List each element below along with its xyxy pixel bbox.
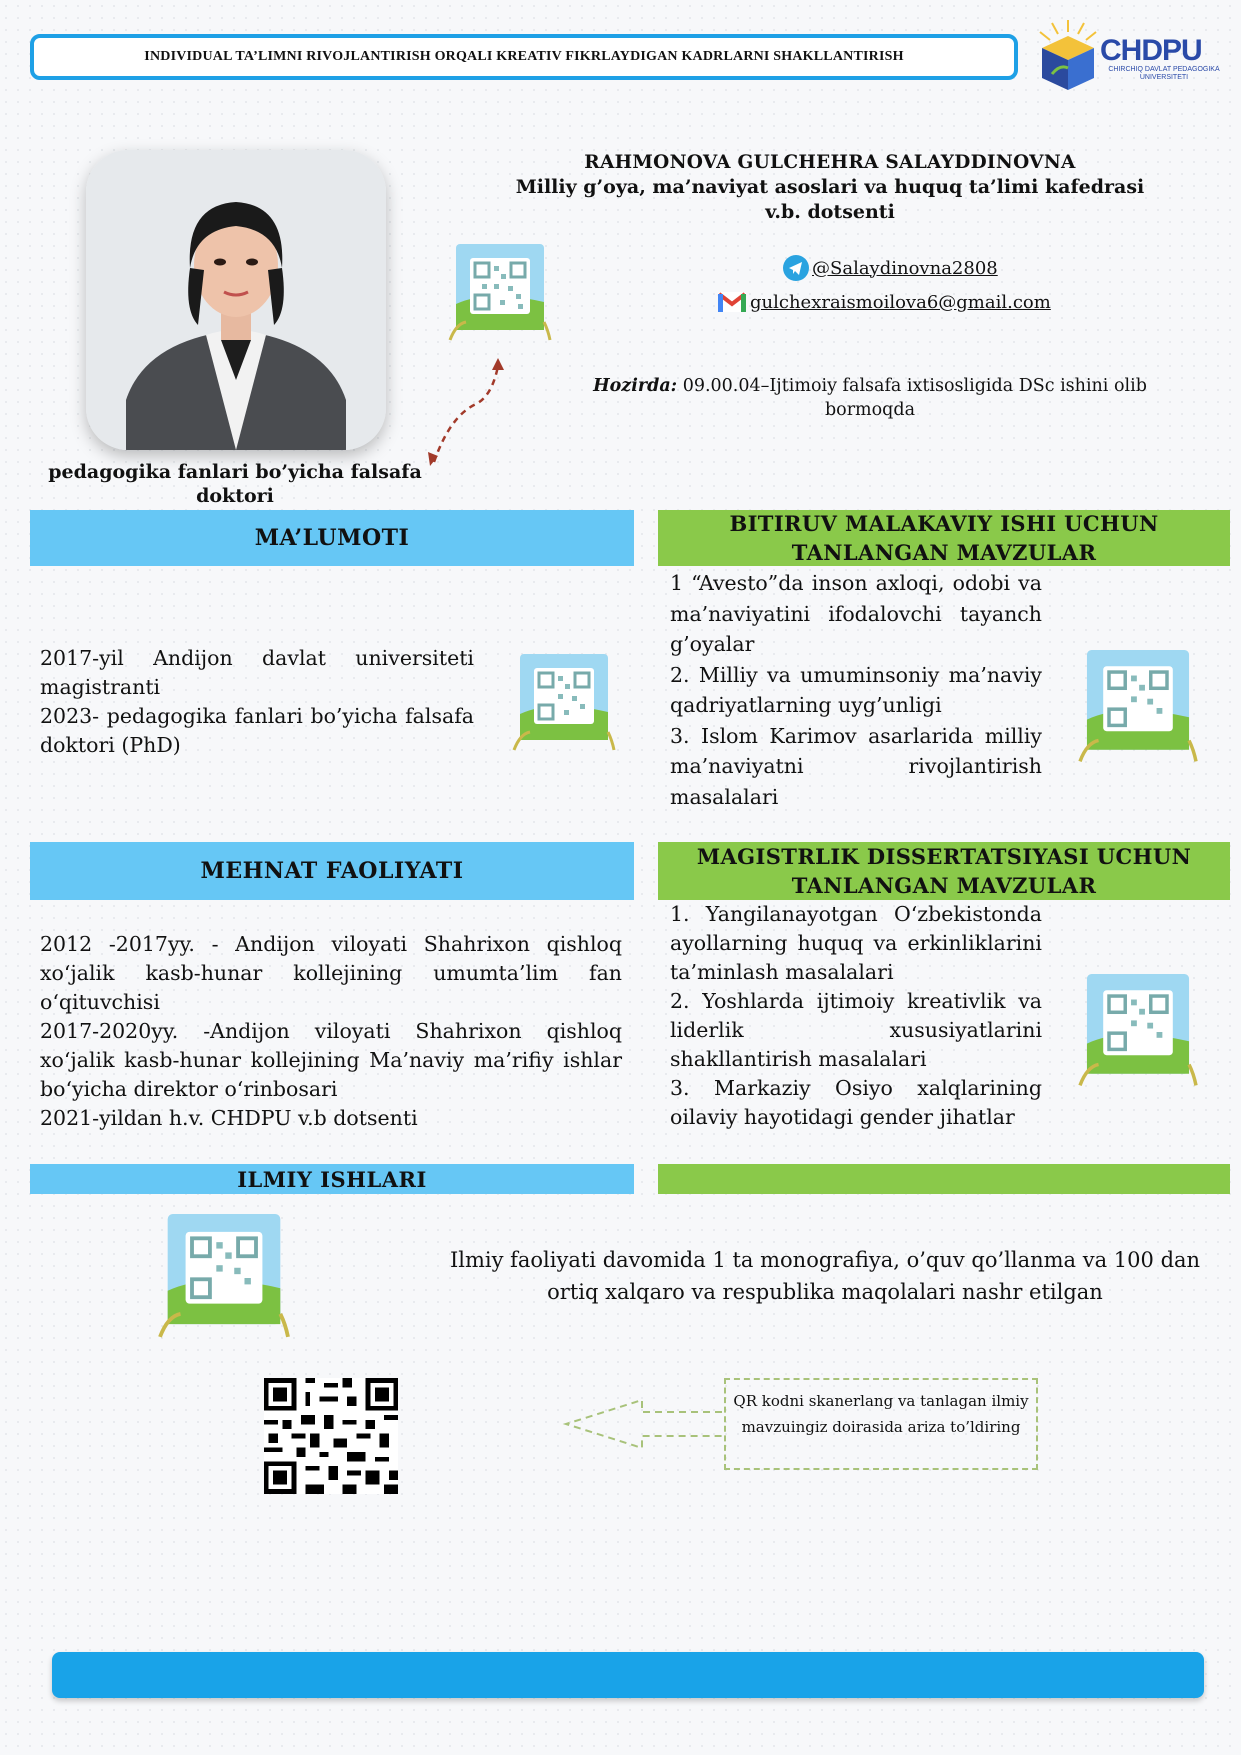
education-title: MA’LUMOTI bbox=[254, 525, 410, 551]
qr-card-icon[interactable] bbox=[448, 244, 552, 344]
telegram-handle[interactable]: @Salaydinovna2808 bbox=[812, 257, 998, 279]
qr-card-icon[interactable] bbox=[512, 654, 616, 754]
email-contact[interactable] bbox=[716, 290, 1051, 314]
masters-item: 1. Yangilanayotgan O‘zbekistonda ayollarning huquq va erkinliklarini ta’minlash masalalari bbox=[670, 902, 1042, 984]
gmail-icon bbox=[716, 290, 748, 314]
position-line-1: Milliy g’oya, ma’naviyat asoslari va huquq ta’limi kafedrasi bbox=[515, 176, 1145, 198]
science-header bbox=[30, 1164, 634, 1194]
bmi-item: 2. Milliy va umuminsoniy ma’naviy qadriyatlarning uyg’unligi bbox=[670, 662, 1042, 717]
education-header bbox=[30, 510, 634, 566]
position-line-2: v.b. dotsenti bbox=[765, 201, 895, 223]
masters-item: 2. Yoshlarda ijtimoiy kreativlik va liderlik xususiyatlarini shakllantirish masalalari bbox=[670, 989, 1042, 1071]
dashed-arrow-icon bbox=[420, 356, 510, 466]
bmi-header bbox=[658, 510, 1230, 566]
current-work-label: Hozirda: bbox=[593, 376, 678, 396]
work-title: MEHNAT FAOLIYATI bbox=[200, 858, 464, 884]
work-header bbox=[30, 842, 634, 900]
qr-instruction-note: QR kodni skanerlang va tanlagan ilmiy mavzuingiz doirasida ariza to’ldiring bbox=[724, 1378, 1038, 1470]
email-address[interactable]: gulchexraismoilova6@gmail.com bbox=[750, 291, 1051, 313]
logo-text: CHDPU bbox=[1100, 34, 1202, 67]
profile-photo bbox=[86, 150, 386, 450]
photo-caption: pedagogika fanlari bo’yicha falsafa doktori bbox=[48, 461, 422, 507]
green-divider bbox=[658, 1164, 1230, 1194]
profile-header bbox=[500, 150, 1160, 225]
bmi-list bbox=[670, 568, 1042, 812]
banner-title: INDIVIDUAL TA’LIMNI RIVOJLANTIRISH ORQALI KREATIV FIKRLAYDIGAN KADRLARNI SHAKLLANTIRISH bbox=[144, 49, 904, 64]
logo-subtitle: CHIRCHIQ DAVLAT PEDAGOGIKA UNIVERSITETI bbox=[1108, 66, 1220, 81]
page-banner bbox=[30, 34, 1018, 80]
work-list bbox=[40, 930, 622, 1133]
education-item: 2023- pedagogika fanlari bo’yicha falsafa doktori (PhD) bbox=[40, 704, 474, 757]
current-work bbox=[560, 374, 1180, 422]
masters-item: 3. Markaziy Osiyo xalqlarining oilaviy hayotidagi gender jihatlar bbox=[670, 1076, 1042, 1129]
current-work-text: 09.00.04–Ijtimoiy falsafa ixtisosligida DSc ishini olib bormoqda bbox=[677, 376, 1147, 420]
masters-title: MAGISTRLIK DISSERTATSIYASI UCHUN TANLANGAN MAVZULAR bbox=[696, 844, 1192, 898]
work-item: 2017-2020yy. -Andijon viloyati Shahrixon qishloq xo‘jalik kasb-hunar kollejining Ma’naviy ma’rifiy ishlar bo‘yicha direktor o‘rinbosari bbox=[40, 1019, 622, 1101]
science-summary: Ilmiy faoliyati davomida 1 ta monografiya, o’quv qo’llanma va 100 dan ortiq xalqaro va respublika maqolalari nashr etilgan bbox=[449, 1248, 1201, 1304]
qr-card-icon[interactable] bbox=[1076, 974, 1200, 1090]
bmi-item: 3. Islom Karimov asarlarida milliy ma’naviyatni rivojlantirish masalalari bbox=[670, 723, 1042, 809]
dashed-left-arrow-icon bbox=[562, 1388, 726, 1460]
work-item: 2012 -2017yy. - Andijon viloyati Shahrixon qishloq xo‘jalik kasb-hunar kollejining umumta’lim fan o‘qituvchisi bbox=[40, 932, 622, 1014]
telegram-icon bbox=[782, 254, 810, 282]
person-name: RAHMONOVA GULCHEHRA SALAYDDINOVNA bbox=[584, 152, 1076, 173]
qr-card-icon[interactable] bbox=[152, 1214, 296, 1342]
masters-header bbox=[658, 842, 1230, 900]
work-item: 2021-yildan h.v. CHDPU v.b dotsenti bbox=[40, 1106, 418, 1130]
person-portrait-icon bbox=[86, 150, 386, 450]
telegram-contact[interactable] bbox=[782, 254, 998, 282]
bmi-item: 1 “Avesto”da inson axloqi, odobi va ma’naviyatini ifodalovchi tayanch g’oyalar bbox=[670, 571, 1042, 656]
education-item: 2017-yil Andijon davlat universiteti magistranti bbox=[40, 646, 474, 699]
qr-code-icon[interactable] bbox=[264, 1378, 398, 1494]
footer-bar bbox=[52, 1652, 1204, 1698]
qr-card-icon[interactable] bbox=[1076, 650, 1200, 766]
bmi-title: BITIRUV MALAKAVIY ISHI UCHUN TANLANGAN MAVZULAR bbox=[729, 511, 1159, 565]
education-list bbox=[40, 644, 474, 760]
science-title: ILMIY ISHLARI bbox=[237, 1166, 427, 1192]
masters-list bbox=[670, 900, 1042, 1132]
